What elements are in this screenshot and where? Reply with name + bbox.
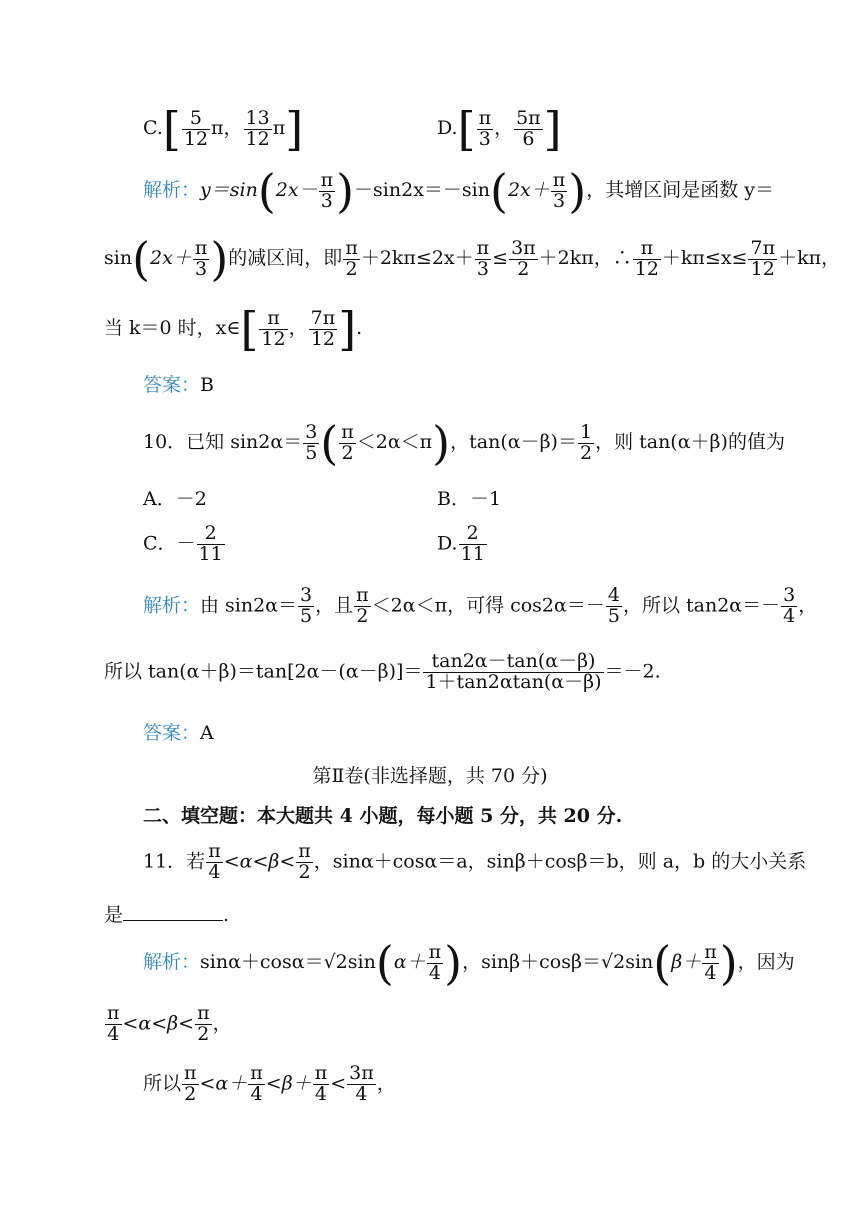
fraction: $\frac{5\pi}{6}$ <box>516 106 541 150</box>
q10-analysis-line2: 所以 tan(α＋β)＝tan[2α－(α－β)]＝ $\frac{\tan 2\alpha-\tan(\alpha-\beta)}{1+\tan 2\alpha\tan(\alpha-\beta)}$ ＝－2. <box>104 650 661 693</box>
fraction: $\frac{13}{12}$ <box>245 106 270 150</box>
q10-option-b: B．－1 <box>437 488 502 510</box>
q10-option-c: C．－ $\frac{2}{11}$ <box>143 522 223 565</box>
q10-stem: 10．已知 sin2α＝ $\frac{3}{5}$ ( $\frac{\pi}{2}$ ＜2α＜π)，tan(α－β)＝ $\frac{1}{2}$ ，则 tan(α＋β)的值为 <box>143 416 785 470</box>
sqrt-symbol: √2 <box>323 951 348 973</box>
q10-analysis-line1: 解析：由 sin2α＝ $\frac{3}{5}$ ，且 $\frac{\pi}{2}$ ＜2α＜π，可得 cos2α＝－ $\frac{4}{5}$ ，所以 tan2α＝－ $\frac{3}{4}$ ， <box>143 584 818 627</box>
q10-answer: 答案：A <box>143 722 214 744</box>
q11-analysis-line2: $\frac{\pi}{4}$ <α<β< $\frac{\pi}{2}$ ， <box>107 1002 232 1045</box>
q10-option-a: A．－2 <box>143 488 207 510</box>
right-bracket: ] <box>543 102 562 156</box>
q11-analysis-line1: 解析：sinα＋cosα＝√2sin(α＋ $\frac{\pi}{4}$ )，sinβ＋cosβ＝√2sin(β＋ $\frac{\pi}{4}$ )，因为 <box>143 936 795 990</box>
q9-option-d: D.[ $\frac{\pi}{3}$ ， $\frac{5\pi}{6}$ ] <box>437 102 562 156</box>
q9-option-c: C.[ $\frac{5}{12}$ π， $\frac{13}{12}$ π] <box>143 102 304 156</box>
left-bracket: [ <box>162 102 181 156</box>
fraction: $\frac{\pi}{3}$ <box>478 106 492 150</box>
q9-analysis-line1: 解析：y＝sin(2x－ $\frac{\pi}{3}$ )－sin2x＝－sin(2x＋ $\frac{\pi}{3}$ )，其增区间是函数 y＝ <box>143 164 774 218</box>
section-heading: 二、填空题：本大题共 4 小题，每小题 5 分，共 20 分. <box>143 805 623 827</box>
q10-option-d: D. $\frac{2}{11}$ <box>437 522 485 565</box>
left-bracket: [ <box>457 102 476 156</box>
q9-answer: 答案：B <box>143 374 214 396</box>
q11-analysis-line3: 所以 $\frac{\pi}{2}$ <α＋ $\frac{\pi}{4}$ <β＋ $\frac{\pi}{4}$ < $\frac{3\pi}{4}$ ， <box>143 1062 396 1105</box>
q11-stem-line2: 是 . <box>104 904 230 926</box>
section-title: 第Ⅱ卷(非选择题，共 70 分) <box>312 765 548 787</box>
q9-analysis-line3: 当 k＝0 时，x∈[ $\frac{\pi}{12}$ ， $\frac{7\pi}{12}$ ]. <box>104 302 363 356</box>
q11-stem: 11．若 $\frac{\pi}{4}$ <α<β< $\frac{\pi}{2}$ ，sinα＋cosα＝a，sinβ＋cosβ＝b，则 a，b 的大小关系 <box>143 840 807 883</box>
fraction: $\frac{5}{12}$ <box>183 106 209 150</box>
right-bracket: ] <box>285 102 304 156</box>
q9-analysis-line2: sin(2x＋ $\frac{\pi}{3}$ )的减区间，即 $\frac{\pi}{2}$ ＋2kπ≤2x＋ $\frac{\pi}{3}$ ≤ $\frac{3\pi}{2}$ ＋2kπ，∴ $\frac{\pi}{12}$ ＋kπ≤x≤ $\frac{7\pi}{12}$ ＋kπ， <box>104 232 841 286</box>
answer-blank[interactable] <box>123 904 223 921</box>
